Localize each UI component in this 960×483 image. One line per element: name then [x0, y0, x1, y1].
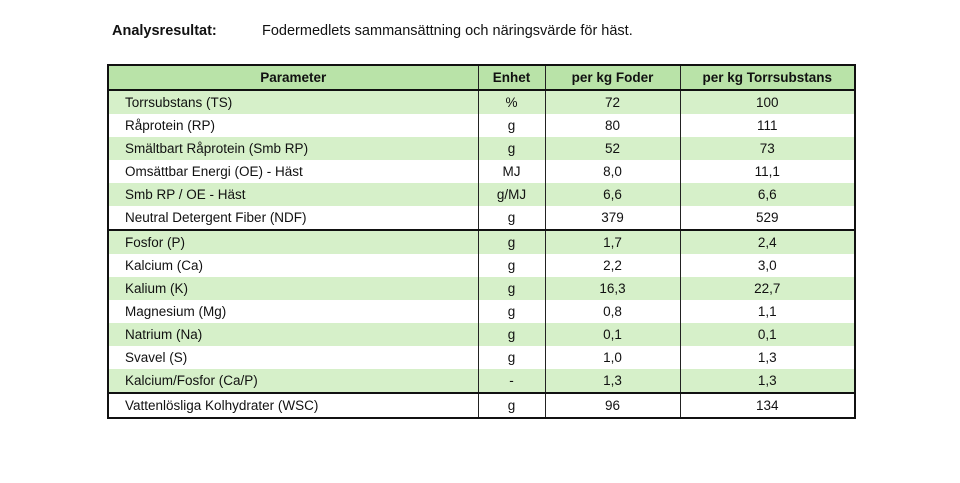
cell-per-kg-foder: 2,2 [545, 254, 680, 277]
cell-parameter: Kalcium (Ca) [108, 254, 478, 277]
cell-per-kg-foder: 16,3 [545, 277, 680, 300]
cell-unit: % [478, 90, 545, 114]
cell-parameter: Magnesium (Mg) [108, 300, 478, 323]
column-header-per-kg-ts: per kg Torrsubstans [680, 65, 855, 90]
cell-per-kg-foder: 96 [545, 393, 680, 418]
cell-unit: g/MJ [478, 183, 545, 206]
cell-per-kg-foder: 1,3 [545, 369, 680, 393]
cell-per-kg-foder: 72 [545, 90, 680, 114]
cell-unit: g [478, 137, 545, 160]
table-row [108, 183, 855, 206]
cell-per-kg-foder: 8,0 [545, 160, 680, 183]
cell-parameter: Smb RP / OE - Häst [108, 183, 478, 206]
cell-per-kg-foder: 6,6 [545, 183, 680, 206]
table-header-row [108, 65, 855, 90]
cell-per-kg-ts: 134 [680, 393, 855, 418]
table-row [108, 230, 855, 254]
cell-parameter: Svavel (S) [108, 346, 478, 369]
table-row [108, 300, 855, 323]
cell-per-kg-ts: 6,6 [680, 183, 855, 206]
cell-unit: - [478, 369, 545, 393]
heading-description: Fodermedlets sammansättning och näringsvärde för häst. [262, 23, 633, 39]
cell-unit: g [478, 393, 545, 418]
table-row [108, 323, 855, 346]
cell-unit: g [478, 206, 545, 230]
table-row [108, 346, 855, 369]
cell-per-kg-foder: 80 [545, 114, 680, 137]
cell-unit: g [478, 300, 545, 323]
table-row [108, 90, 855, 114]
cell-per-kg-ts: 529 [680, 206, 855, 230]
cell-parameter: Omsättbar Energi (OE) - Häst [108, 160, 478, 183]
table-row [108, 369, 855, 393]
cell-per-kg-ts: 100 [680, 90, 855, 114]
column-header-parameter: Parameter [108, 65, 478, 90]
column-header-unit: Enhet [478, 65, 545, 90]
cell-unit: g [478, 323, 545, 346]
cell-per-kg-ts: 22,7 [680, 277, 855, 300]
table-row [108, 277, 855, 300]
cell-unit: g [478, 230, 545, 254]
cell-unit: g [478, 277, 545, 300]
cell-per-kg-foder: 0,1 [545, 323, 680, 346]
heading-label: Analysresultat: [112, 23, 217, 39]
cell-per-kg-foder: 1,7 [545, 230, 680, 254]
cell-parameter: Kalium (K) [108, 277, 478, 300]
cell-per-kg-foder: 379 [545, 206, 680, 230]
cell-per-kg-foder: 1,0 [545, 346, 680, 369]
table-row [108, 114, 855, 137]
cell-parameter: Vattenlösliga Kolhydrater (WSC) [108, 393, 478, 418]
cell-per-kg-ts: 1,3 [680, 369, 855, 393]
cell-parameter: Neutral Detergent Fiber (NDF) [108, 206, 478, 230]
analysis-heading [112, 20, 633, 42]
cell-per-kg-foder: 0,8 [545, 300, 680, 323]
cell-parameter: Fosfor (P) [108, 230, 478, 254]
table-row [108, 393, 855, 418]
cell-unit: g [478, 346, 545, 369]
cell-per-kg-foder: 52 [545, 137, 680, 160]
cell-unit: MJ [478, 160, 545, 183]
cell-unit: g [478, 114, 545, 137]
table-row [108, 160, 855, 183]
cell-parameter: Råprotein (RP) [108, 114, 478, 137]
cell-per-kg-ts: 11,1 [680, 160, 855, 183]
cell-per-kg-ts: 0,1 [680, 323, 855, 346]
analysis-table [107, 64, 856, 419]
cell-per-kg-ts: 2,4 [680, 230, 855, 254]
cell-per-kg-ts: 3,0 [680, 254, 855, 277]
cell-parameter: Natrium (Na) [108, 323, 478, 346]
cell-per-kg-ts: 73 [680, 137, 855, 160]
cell-parameter: Kalcium/Fosfor (Ca/P) [108, 369, 478, 393]
cell-per-kg-ts: 1,3 [680, 346, 855, 369]
cell-parameter: Torrsubstans (TS) [108, 90, 478, 114]
cell-per-kg-ts: 111 [680, 114, 855, 137]
table-row [108, 206, 855, 230]
table-row [108, 254, 855, 277]
cell-per-kg-ts: 1,1 [680, 300, 855, 323]
table-row [108, 137, 855, 160]
column-header-per-kg-foder: per kg Foder [545, 65, 680, 90]
cell-unit: g [478, 254, 545, 277]
cell-parameter: Smältbart Råprotein (Smb RP) [108, 137, 478, 160]
